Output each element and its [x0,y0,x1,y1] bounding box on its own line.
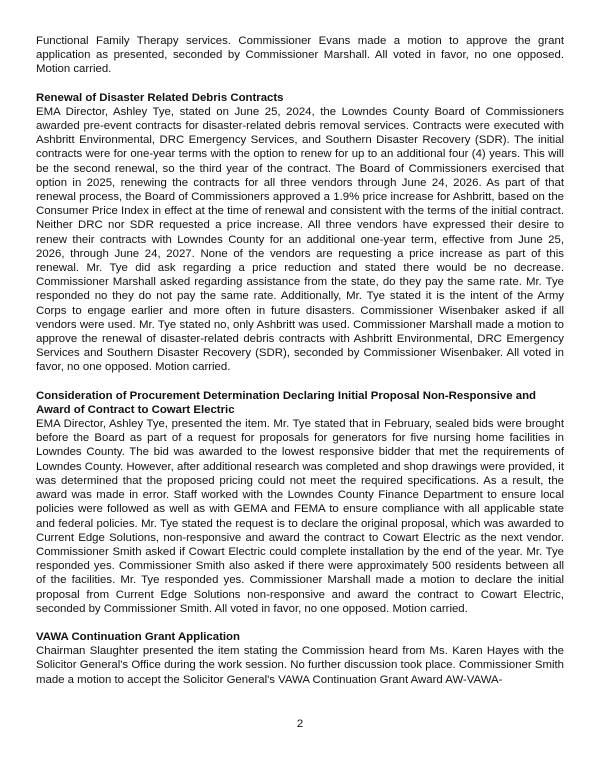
document-page [36,34,564,687]
page-number: 2 [296,718,304,730]
paragraph-vawa-grant: Chairman Slaughter presented the item stating the Commission heard from Ms. Karen Hayes with the Solicitor General's Office during the work session. No further discussion took place. Commissioner Smith made a motion to accept the Solicitor General's VAWA Continuation Grant Award AW-VAWA- [36,645,564,686]
paragraph-grant-motion: Functional Family Therapy services. Commissioner Evans made a motion to approve the grant application as presented, seconded by Commissioner Marshall. All voted in favor, no one opposed. Motion carried. [36,35,564,76]
heading-vawa-grant: VAWA Continuation Grant Application [36,630,240,643]
paragraph-debris-contracts: EMA Director, Ashley Tye, stated on June 25, 2024, the Lowndes County Board of Commissioners awarded pre-event contracts for disaster-related debris removal services. Contracts were executed with Ashbritt Environmental, DRC Emergency Services, and Southern Disaster Recovery (SDR). The initial contracts were for one-year terms with the option to renew for up to an additional four (4) years. This will be the second renewal, so the third year of the contract. The Board of Commissioners exercised that option in 2025, renewing the contracts for all three vendors through June 24, 2026. As part of that renewal process, the Board of Commissioners approved a 1.9% price increase for Ashbritt, based on the Consumer Price Index in effect at the time of renewal and consistent with the terms of the initial contract. Neither DRC nor SDR requested a price increase. All three vendors have expressed their desire to renew their contracts with Lowndes County for an additional one-year term, effective from June 25, 2026, through June 24, 2027. None of the vendors are requesting a price increase as part of this renewal. Mr. Tye did ask regarding a price reduction and stated there would be no decrease. Commissioner Marshall asked regarding assistance from the state, do they pay the same rate. Mr. Tye responded no they do not pay the same rate. Additionally, Mr. Tye stated it is the intent of the Army Corps to engage earlier and more often in future disasters. Commissioner Wisenbaker asked if all vendors were used. Mr. Tye stated no, only Ashbritt was used. Commissioner Marshall made a motion to approve the renewal of disaster-related debris contracts with Ashbritt Environmental, DRC Emergency Services and Southern Disaster Recovery (SDR), seconded by Commissioner Wisenbaker. All voted in favor, no one opposed. Motion carried. [36,105,564,374]
paragraph-procurement-determination: EMA Director, Ashley Tye, presented the item. Mr. Tye stated that in February, sealed bids were brought before the Board as part of a request for proposals for generators for five nursing home facilities in Lowndes County. The bid was awarded to the lowest responsive bidder that met the requirements of Lowndes County. However, after additional research was completed and shop drawings were provided, it was determined that the proposed pricing could not meet the required specifications. As a result, the award was made in error. Staff worked with the Lowndes County Finance Department to ensure local policies were followed as well as with GEMA and FEMA to ensure compliance with all applicable state and federal policies. Mr. Tye stated the request is to declare the original proposal, which was awarded to Current Edge Solutions, non-responsive and award the contract to Cowart Electric as the next vendor. Commissioner Smith asked if Cowart Electric could complete installation by the end of the year. Mr. Tye responded yes. Commissioner Smith also asked if there were approximately 500 residents between all of the facilities. Mr. Tye responded yes. Commissioner Marshall made a motion to declare the initial proposal from Current Edge Solutions non-responsive and award the contract to Cowart Electric, seconded by Commissioner Smith. All voted in favor, no one opposed. Motion carried. [36,418,564,615]
heading-procurement-determination: Consideration of Procurement Determination Declaring Initial Proposal Non-Responsive and Award of Contract to Cowart Electric [36,389,537,416]
heading-debris-contracts: Renewal of Disaster Related Debris Contracts [36,91,284,104]
